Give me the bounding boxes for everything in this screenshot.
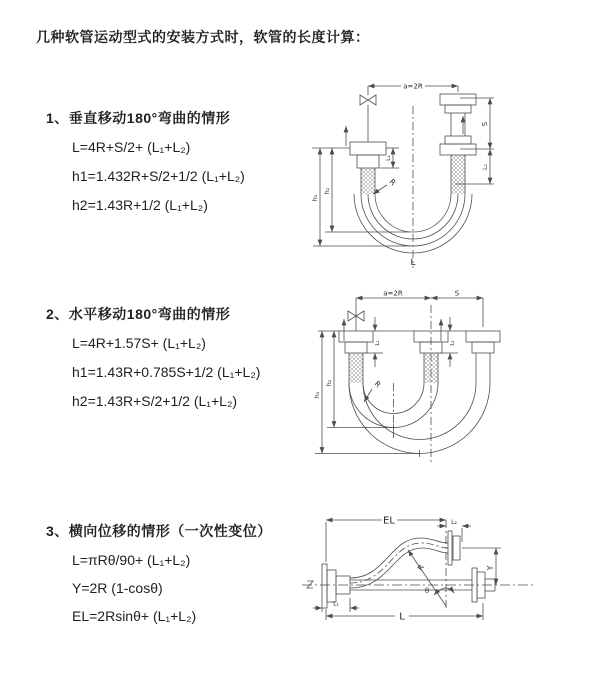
formula-h1: h1=1.43R+0.785S+1/2 (L₁+L₂) bbox=[72, 364, 261, 380]
dim-label-h1: h₁ bbox=[311, 194, 319, 202]
diagram-horizontal-180-bend bbox=[298, 283, 598, 473]
dim-label-l2: L₂ bbox=[451, 519, 457, 526]
formula-y: Y=2R (1-cosθ) bbox=[72, 580, 163, 596]
dim-label-l2: L₂ bbox=[482, 164, 489, 170]
page-title: 几种软管运动型式的安装方式时，软管的长度计算： bbox=[36, 29, 370, 45]
formula-el: EL=2Rsinθ+ (L₁+L₂) bbox=[72, 608, 197, 624]
formula-length: L=πRθ/90+ (L₁+L₂) bbox=[72, 552, 191, 568]
section-2 bbox=[46, 305, 260, 416]
dim-label-r: R bbox=[415, 562, 427, 573]
formula-h1: h1=1.432R+S/2+1/2 (L₁+L₂) bbox=[72, 168, 245, 184]
dim-label-h2: h₂ bbox=[325, 379, 333, 387]
section-3 bbox=[46, 522, 272, 630]
dim-label-a2r: a=2R bbox=[403, 82, 423, 91]
section-3-formulas bbox=[72, 546, 272, 630]
dim-label-r: R bbox=[387, 177, 398, 188]
section-1-formulas bbox=[72, 133, 245, 220]
diagram3-labels bbox=[333, 516, 495, 623]
dim-label-l1: L₁ bbox=[385, 155, 392, 161]
dim-label-l: L bbox=[399, 611, 405, 623]
dim-label-l2: L₂ bbox=[450, 340, 456, 346]
formula-h2: h2=1.43R+S/2+1/2 (L₁+L₂) bbox=[72, 393, 238, 409]
section-2-formulas bbox=[72, 329, 260, 416]
diagram1-linework bbox=[312, 86, 494, 268]
dim-label-l1: L₁ bbox=[375, 340, 381, 346]
dim-label-s: S bbox=[481, 121, 489, 127]
pipe-break-mark bbox=[307, 581, 313, 588]
formula-length: L=4R+S/2+ (L₁+L₂) bbox=[72, 139, 191, 155]
dim-label-theta: θ bbox=[424, 587, 430, 595]
formula-length: L=4R+1.57S+ (L₁+L₂) bbox=[72, 335, 206, 351]
diagram2-linework bbox=[315, 298, 500, 463]
formula-h2: h2=1.43R+1/2 (L₁+L₂) bbox=[72, 197, 208, 213]
section-3-heading: 3、横向位移的情形（一次性变位） bbox=[46, 523, 272, 539]
diagram-vertical-180-bend bbox=[298, 70, 598, 270]
section-2-heading: 2、水平移动180°弯曲的情形 bbox=[46, 306, 231, 322]
dim-label-h2: h₂ bbox=[323, 187, 331, 195]
dim-label-h1: h₁ bbox=[313, 391, 321, 399]
dim-label-a2r: a=2R bbox=[383, 289, 403, 298]
dim-label-r: R bbox=[372, 379, 383, 390]
diagram-lateral-displacement bbox=[296, 498, 596, 663]
section-1 bbox=[46, 109, 245, 220]
dim-label-l: L bbox=[410, 258, 416, 268]
dim-label-y: Y bbox=[486, 565, 495, 571]
dim-label-s: S bbox=[454, 289, 460, 298]
dim-label-el: EL bbox=[383, 515, 395, 527]
dim-label-l1: L₁ bbox=[333, 600, 339, 608]
section-1-heading: 1、垂直移动180°弯曲的情形 bbox=[46, 110, 231, 126]
